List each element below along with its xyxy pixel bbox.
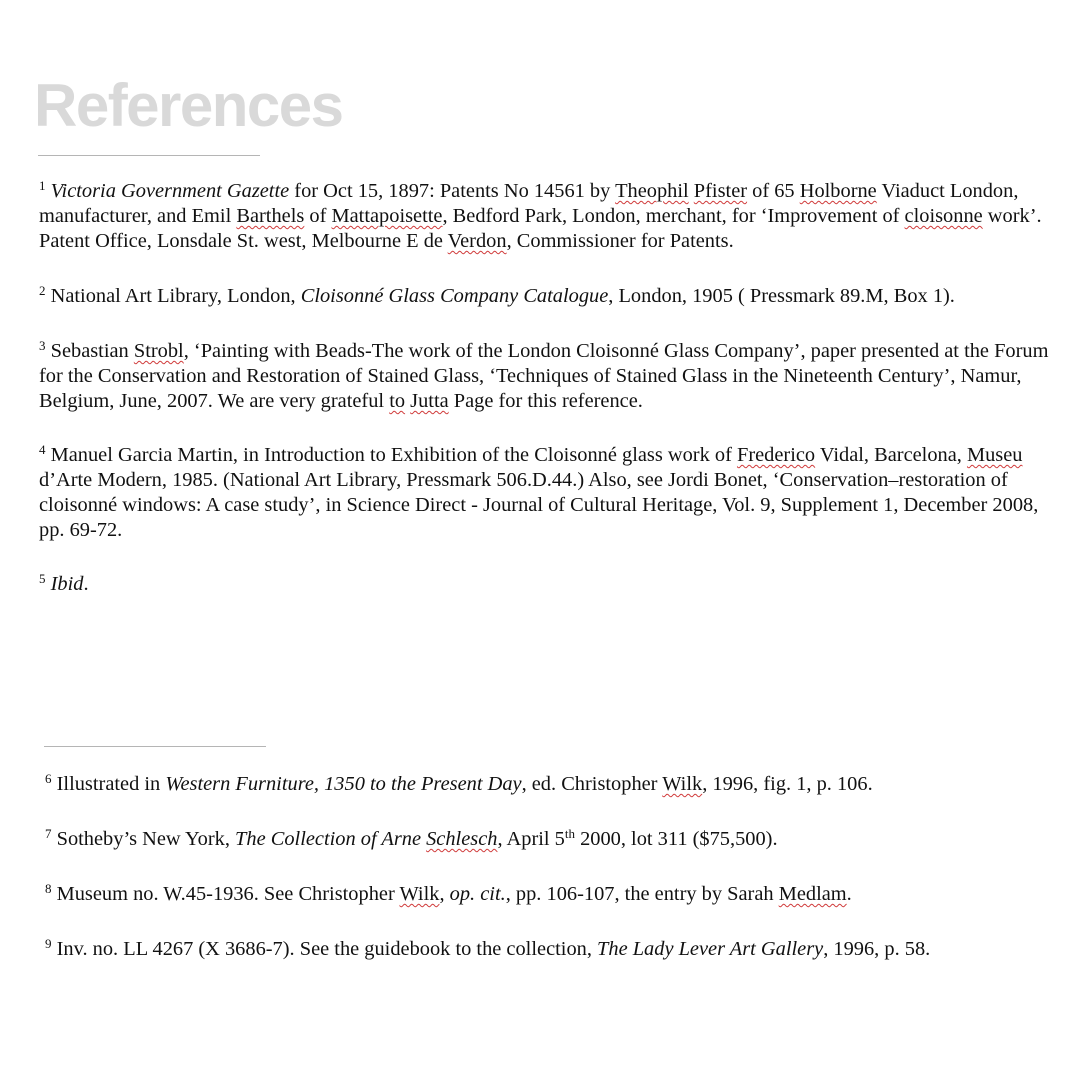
text-run: , April 5 xyxy=(497,828,565,850)
text-run: of 65 xyxy=(747,180,800,202)
footnote-separator-top xyxy=(38,155,260,156)
text-run: , London, 1905 ( Pressmark 89.M, Box 1). xyxy=(608,285,955,307)
footnote-number: 4 xyxy=(39,442,46,457)
spellcheck-flagged-word: Wilk xyxy=(399,883,440,905)
footnote-text xyxy=(57,828,778,850)
spellcheck-flagged-word: Verdon xyxy=(447,230,507,252)
spellcheck-flagged-word: Strobl xyxy=(133,340,184,362)
footnote-text xyxy=(39,340,1048,412)
italic-text: Victoria Government Gazette xyxy=(50,180,290,202)
text-run: of xyxy=(304,205,332,227)
footnote-text xyxy=(57,773,873,795)
text-run: , 1996, fig. 1, p. 106. xyxy=(702,773,873,795)
footnote-5 xyxy=(39,572,1059,597)
footnote-text xyxy=(39,444,1038,541)
text-run: , ed. Christopher xyxy=(521,773,663,795)
footnote-1 xyxy=(39,179,1059,254)
spellcheck-flagged-word: Theophil xyxy=(615,180,689,202)
footnote-9 xyxy=(45,937,1065,962)
italic-text: Ibid xyxy=(50,573,84,595)
italic-text: Western Furniture, 1350 to the Present Day xyxy=(165,773,522,795)
text-run: , pp. 106-107, the entry by Sarah xyxy=(505,883,779,905)
spellcheck-flagged-word: Medlam xyxy=(778,883,847,905)
spellcheck-flagged-word: Museu xyxy=(966,444,1023,466)
footnote-2 xyxy=(39,284,1059,309)
spellcheck-flagged-word: cloisonne xyxy=(904,205,983,227)
text-run: d’Arte Modern, 1985. (National Art Library, Pressmark 506.D.44.) Also, see Jordi Bonet, ‘Conservation–restoration of cloisonné windows: A case study’, in Science Direct - Journal of Cultural Heritage, Vol. 9, Supplement 1, December 2008, pp. 69-72. xyxy=(39,469,1039,541)
italic-text: op. cit. xyxy=(449,883,506,905)
spellcheck-flagged-word: Pfister xyxy=(693,180,748,202)
footnote-text xyxy=(51,573,89,595)
spellcheck-flagged-word: Jutta xyxy=(410,390,449,412)
spellcheck-flagged-word: Barthels xyxy=(236,205,305,227)
footnote-4 xyxy=(39,443,1059,543)
footnote-number: 7 xyxy=(45,826,52,841)
text-run: Viaduct London, manufacturer, and Emil xyxy=(39,180,1019,227)
text-run: Illustrated in xyxy=(56,773,166,795)
spellcheck-flagged-word: Frederico xyxy=(736,444,816,466)
footnote-6 xyxy=(45,772,1065,797)
footnote-text xyxy=(39,180,1042,252)
text-run: Page for this reference. xyxy=(448,390,643,412)
text-run: , xyxy=(439,883,450,905)
text-run: Inv. no. LL 4267 (X 3686-7). See the guidebook to the collection, xyxy=(56,938,598,960)
text-run: National Art Library, London, xyxy=(50,285,301,307)
footnote-8 xyxy=(45,882,1065,907)
footnote-number: 1 xyxy=(39,178,46,193)
footnote-number: 9 xyxy=(45,936,52,951)
text-run: . xyxy=(846,883,852,905)
spellcheck-flagged-word: Schlesch xyxy=(426,828,498,850)
italic-text: The Collection of Arne xyxy=(235,828,427,850)
text-run: Sotheby’s New York, xyxy=(56,828,236,850)
spellcheck-flagged-word: to xyxy=(389,390,406,412)
spellcheck-flagged-word: Wilk xyxy=(662,773,703,795)
footnote-separator-bottom xyxy=(44,746,266,747)
text-run: for Oct 15, 1897: Patents No 14561 by xyxy=(289,180,616,202)
text-run: , Commissioner for Patents. xyxy=(506,230,734,252)
text-run: Sebastian xyxy=(50,340,134,362)
footnote-text xyxy=(57,883,852,905)
text-run: , Bedford Park, London, merchant, for ‘Improvement of xyxy=(442,205,905,227)
text-run: 2000, lot 311 ($75,500). xyxy=(574,828,778,850)
footnote-text xyxy=(51,285,955,307)
text-run: work’. Patent Office, Lonsdale St. west, Melbourne E de xyxy=(39,205,1042,252)
spellcheck-flagged-word: Holborne xyxy=(799,180,877,202)
footnote-number: 3 xyxy=(39,338,46,353)
text-run: , ‘Painting with Beads-The work of the London Cloisonné Glass Company’, paper presented at the Forum for the Conservation and Restoration of Stained Glass, ‘Techniques of Stained Glass in the Nineteenth Century’, Namur, Belgium, June, 2007. We are very grateful xyxy=(39,340,1049,412)
footnote-text xyxy=(57,938,931,960)
footnote-3 xyxy=(39,339,1059,414)
text-run: Manuel Garcia Martin, in Introduction to Exhibition of the Cloisonné glass work of xyxy=(50,444,737,466)
italic-text: Cloisonné Glass Company Catalogue xyxy=(300,285,609,307)
footnote-number: 6 xyxy=(45,771,52,786)
spellcheck-flagged-word: Mattapoisette xyxy=(331,205,443,227)
footnote-number: 8 xyxy=(45,881,52,896)
footnote-7 xyxy=(45,827,1065,852)
text-run: . xyxy=(83,573,89,595)
text-run: , 1996, p. 58. xyxy=(823,938,931,960)
footnote-number: 5 xyxy=(39,571,46,586)
text-run: Vidal, Barcelona, xyxy=(815,444,967,466)
text-run: Museum no. W.45-1936. See Christopher xyxy=(56,883,400,905)
page-title: References xyxy=(34,72,343,139)
footnote-number: 2 xyxy=(39,283,46,298)
italic-text: The Lady Lever Art Gallery xyxy=(597,938,824,960)
ordinal-suffix: th xyxy=(564,826,575,841)
